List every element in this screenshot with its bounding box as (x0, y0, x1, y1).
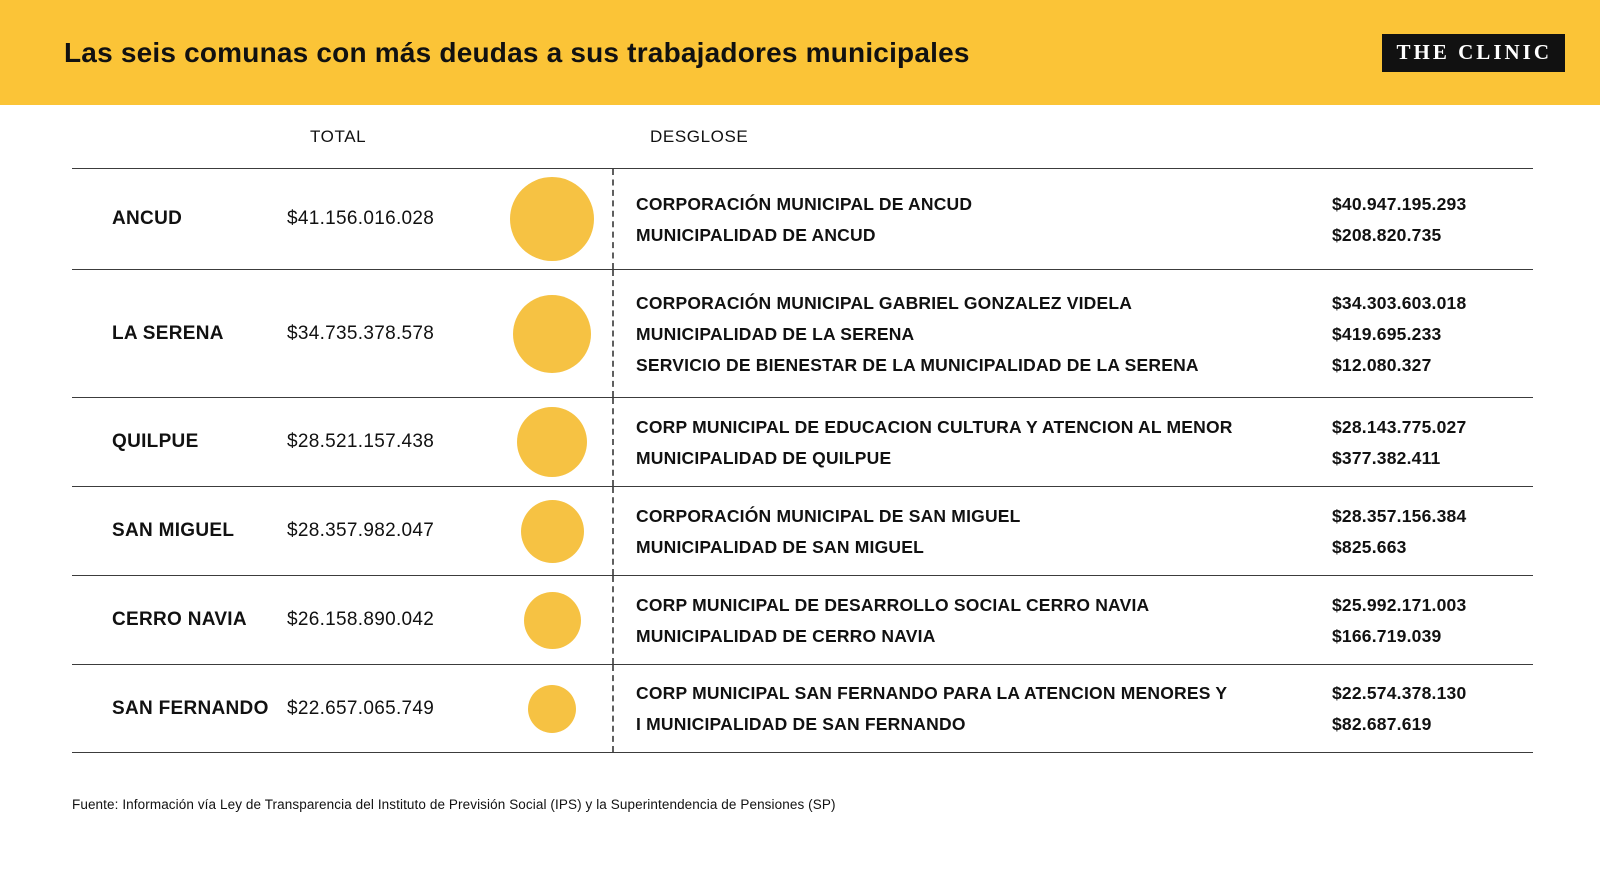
breakdown-cell (612, 665, 1533, 752)
breakdown-line (636, 678, 1533, 708)
entity-amount: $377.382.411 (1332, 447, 1441, 468)
breakdown-cell (612, 487, 1533, 575)
debt-bubble-icon (528, 685, 576, 733)
entity-amount: $825.663 (1332, 536, 1407, 557)
entity-name: MUNICIPALIDAD DE CERRO NAVIA (636, 625, 936, 646)
entity-amount: $40.947.195.293 (1332, 193, 1467, 214)
breakdown-line (636, 319, 1533, 349)
breakdown-line (636, 189, 1533, 219)
entity-name: CORP MUNICIPAL DE EDUCACION CULTURA Y ATENCION AL MENOR (636, 416, 1233, 437)
breakdown-line (636, 350, 1533, 380)
commune-name: QUILPUE (112, 431, 199, 452)
column-headers (72, 105, 1533, 168)
entity-amount: $22.574.378.130 (1332, 683, 1467, 703)
entity-amount: $25.992.171.003 (1332, 594, 1467, 615)
entity-amount: $12.080.327 (1332, 354, 1432, 375)
bubble-cell (462, 665, 612, 752)
commune-name: ANCUD (112, 208, 183, 229)
table-row (72, 575, 1533, 664)
bubble-cell (462, 270, 612, 397)
breakdown-cell (612, 576, 1533, 664)
commune-name: LA SERENA (112, 322, 224, 344)
commune-name: CERRO NAVIA (112, 609, 247, 630)
total-amount: $28.521.157.438 (287, 431, 435, 452)
entity-amount: $28.357.156.384 (1332, 505, 1467, 526)
breakdown-line (636, 621, 1533, 651)
entity-name: CORPORACIÓN MUNICIPAL DE SAN MIGUEL (636, 505, 1021, 526)
bubble-cell (462, 487, 612, 575)
breakdown-line (636, 590, 1533, 620)
table-row (72, 397, 1533, 486)
source-note: Fuente: Información vía Ley de Transparencia del Instituto de Previsión Social (IPS) y la Superintendencia de Pensiones (SP) (72, 797, 836, 812)
breakdown-line (636, 288, 1533, 318)
debt-bubble-icon (513, 295, 591, 373)
entity-name: CORP MUNICIPAL SAN FERNANDO PARA LA ATENCION MENORES Y (636, 683, 1228, 703)
header-band (0, 0, 1600, 105)
entity-name: CORPORACIÓN MUNICIPAL GABRIEL GONZALEZ VIDELA (636, 292, 1133, 313)
total-amount: $34.735.378.578 (287, 322, 435, 344)
entity-amount: $419.695.233 (1332, 323, 1442, 344)
the-clinic-logo: THE CLINIC (1382, 34, 1565, 72)
total-amount: $22.657.065.749 (287, 697, 435, 719)
total-amount: $41.156.016.028 (287, 208, 435, 229)
debt-bubble-icon (524, 592, 581, 649)
table-row (72, 168, 1533, 269)
debt-bubble-icon (510, 177, 594, 261)
entity-name: MUNICIPALIDAD DE SAN MIGUEL (636, 536, 924, 557)
breakdown-line (636, 443, 1533, 473)
column-header-total: TOTAL (310, 126, 367, 146)
entity-amount: $34.303.603.018 (1332, 292, 1467, 313)
total-amount: $26.158.890.042 (287, 609, 435, 630)
table-row (72, 269, 1533, 397)
breakdown-cell (612, 169, 1533, 269)
breakdown-line (636, 709, 1533, 739)
debt-bubble-icon (521, 500, 584, 563)
breakdown-cell (612, 270, 1533, 397)
entity-name: CORP MUNICIPAL DE DESARROLLO SOCIAL CERRO NAVIA (636, 594, 1150, 615)
breakdown-line (636, 220, 1533, 250)
table-row (72, 486, 1533, 575)
debt-table (72, 105, 1533, 753)
table-rows (72, 168, 1533, 753)
bubble-cell (462, 576, 612, 664)
debt-bubble-icon (517, 407, 587, 477)
breakdown-line (636, 501, 1533, 531)
total-amount: $28.357.982.047 (287, 520, 435, 541)
entity-amount: $166.719.039 (1332, 625, 1442, 646)
entity-name: MUNICIPALIDAD DE LA SERENA (636, 323, 915, 344)
bubble-cell (462, 169, 612, 269)
entity-name: I MUNICIPALIDAD DE SAN FERNANDO (636, 714, 966, 734)
entity-name: CORPORACIÓN MUNICIPAL DE ANCUD (636, 193, 973, 214)
entity-name: MUNICIPALIDAD DE ANCUD (636, 224, 876, 245)
entity-amount: $28.143.775.027 (1332, 416, 1467, 437)
breakdown-line (636, 412, 1533, 442)
entity-amount: $82.687.619 (1332, 714, 1432, 734)
breakdown-line (636, 532, 1533, 562)
commune-name: SAN FERNANDO (112, 697, 269, 719)
breakdown-cell (612, 398, 1533, 486)
page-title: Las seis comunas con más deudas a sus trabajadores municipales (64, 36, 970, 68)
entity-name: SERVICIO DE BIENESTAR DE LA MUNICIPALIDAD DE LA SERENA (636, 354, 1199, 375)
table-row (72, 664, 1533, 753)
entity-name: MUNICIPALIDAD DE QUILPUE (636, 447, 892, 468)
bubble-cell (462, 398, 612, 486)
entity-amount: $208.820.735 (1332, 224, 1442, 245)
column-header-desglose: DESGLOSE (650, 126, 749, 146)
commune-name: SAN MIGUEL (112, 520, 235, 541)
